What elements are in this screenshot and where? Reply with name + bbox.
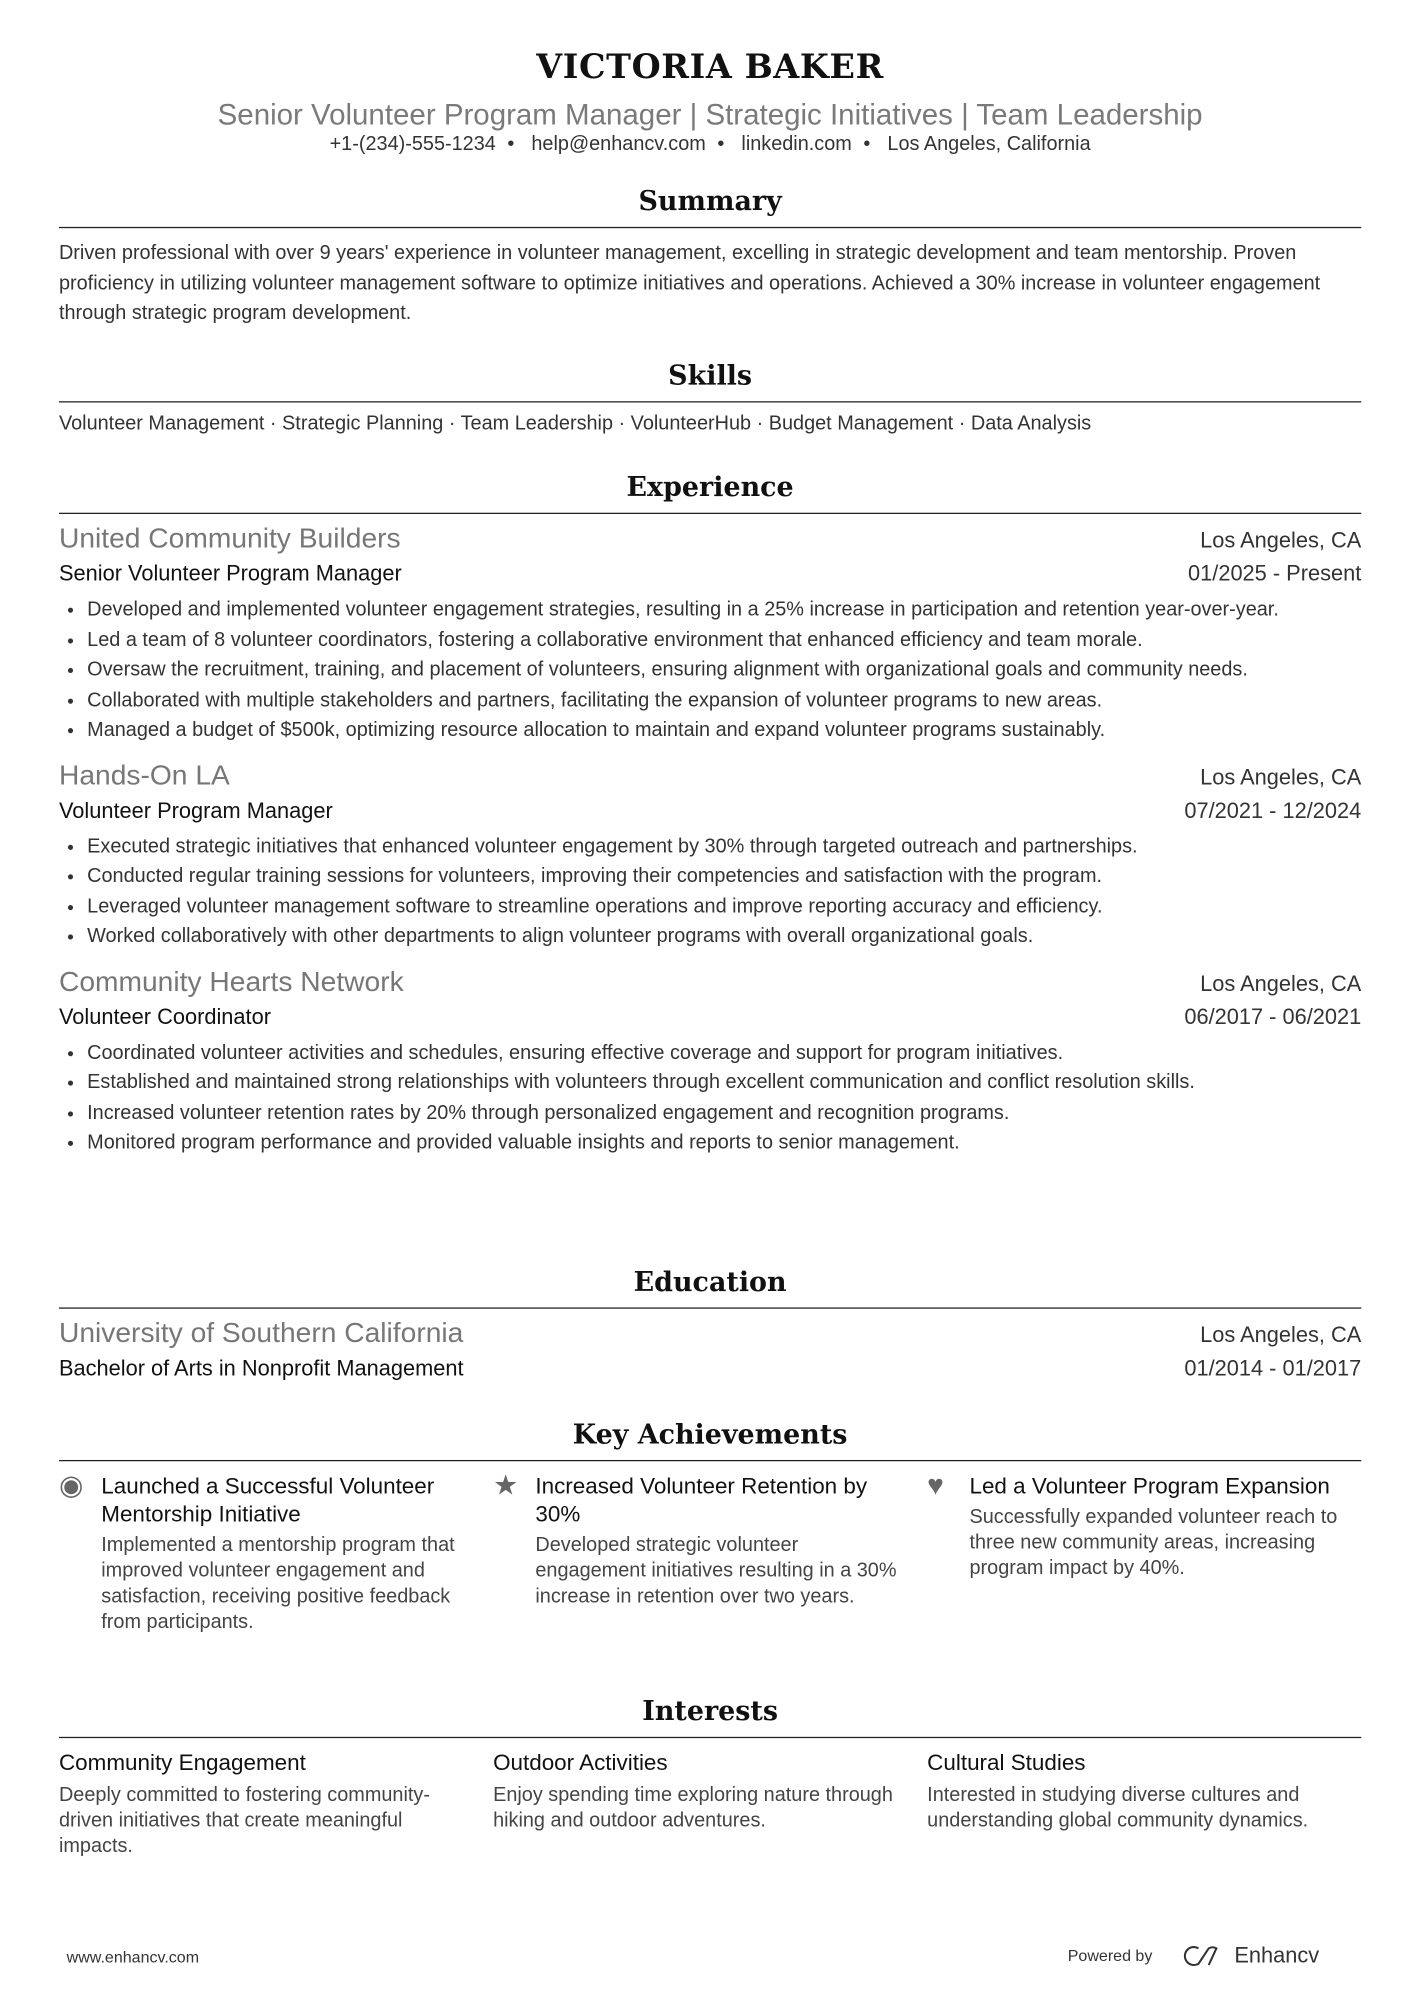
interest-description: Interested in studying diverse cultures and understanding global community dynamics. [927, 1784, 1309, 1832]
bullet-item: • Managed a budget of $500k, optimizing resource allocation to maintain and expand volunteer programs sustainably. [87, 715, 1361, 745]
achievement-item [927, 1468, 1361, 1636]
interest-description: Enjoy spending time exploring nature through hiking and outdoor adventures. [493, 1784, 893, 1832]
achievement-description: Successfully expanded volunteer reach to three new community areas, increasing program impact by 40%. [969, 1506, 1338, 1580]
achievement-title: Increased Volunteer Retention by 30% [535, 1472, 868, 1527]
achievement-title: Led a Volunteer Program Expansion [969, 1472, 1330, 1499]
powered-by-label: Powered by [1067, 1947, 1153, 1965]
bullet-item: • Oversaw the recruitment, training, and placement of volunteers, ensuring alignment with organizational goals and community needs. [87, 655, 1361, 685]
bullet-item: • Executed strategic initiatives that enhanced volunteer engagement by 30% through targeted outreach and partnerships. [87, 831, 1361, 861]
candidate-name: VICTORIA BAKER [536, 48, 884, 88]
job-dates: 07/2021 - 12/2024 [1184, 797, 1362, 823]
star-icon: ★ [493, 1468, 519, 1501]
interest-description: Deeply committed to fostering community-driven initiatives that create meaningful impacts. [58, 1784, 430, 1858]
skills-list: Volunteer Management · Strategic Planning · Team Leadership · VolunteerHub · Budget Management · Data Analysis [58, 412, 1092, 435]
brand-name: Enhancv [1234, 1943, 1320, 1968]
job-bullets [59, 831, 1361, 951]
lightbulb-head-icon: ◉ [58, 1468, 84, 1501]
phone: +1-(234)-555-1234 [329, 133, 496, 156]
education-dates: 01/2014 - 01/2017 [1184, 1356, 1362, 1381]
skills-section [59, 358, 1361, 439]
divider [59, 513, 1361, 514]
job-entry [59, 756, 1361, 952]
divider [59, 1307, 1361, 1308]
enhancv-logo-icon [1178, 1943, 1227, 1969]
heart-icon: ♥ [927, 1468, 944, 1501]
interest-item [927, 1748, 1361, 1860]
bullet-item: • Established and maintained strong relationships with volunteers through excellent communication and conflict resolution skills. [87, 1068, 1361, 1098]
experience-section [59, 469, 1361, 1168]
linkedin-link[interactable]: linkedin.com [741, 133, 852, 156]
email-link[interactable]: help@enhancv.com [531, 133, 706, 156]
headline: Senior Volunteer Program Manager | Strategic Initiatives | Team Leadership [217, 97, 1203, 131]
contact-info: +1-(234)-555-1234 • help@enhancv.com • linkedin.com • Los Angeles, California [329, 133, 1091, 156]
location: Los Angeles, California [887, 133, 1091, 156]
divider [59, 401, 1361, 402]
interest-title: Cultural Studies [927, 1749, 1086, 1776]
job-dates: 01/2025 - Present [1188, 561, 1362, 586]
job-location: Los Angeles, CA [1200, 764, 1362, 789]
interest-title: Community Engagement [58, 1749, 306, 1776]
job-location: Los Angeles, CA [1200, 528, 1362, 553]
achievement-description: Developed strategic volunteer engagement initiatives resulting in a 30% increase in retention over two years. [535, 1534, 897, 1608]
job-entry [59, 519, 1361, 745]
summary-text: Driven professional with over 9 years' experience in volunteer management, excelling in strategic development and team mentorship. Proven proficiency in utilizing volunteer management software to optimize initiatives and operations. Achieved a 30% increase in volunteer engagement through strategic program development. [58, 242, 1321, 325]
bullet-item: • Monitored program performance and provided valuable insights and reports to senior management. [87, 1128, 1361, 1158]
section-title: Key Achievements [572, 1417, 848, 1450]
school-location: Los Angeles, CA [1200, 1322, 1362, 1348]
achievement-item [493, 1468, 927, 1636]
interest-item [493, 1748, 927, 1860]
summary-section [59, 183, 1361, 328]
job-dates: 06/2017 - 06/2021 [1184, 1004, 1362, 1029]
interest-title: Outdoor Activities [493, 1749, 668, 1776]
section-title: Interests [642, 1694, 779, 1727]
achievement-description: Implemented a mentorship program that improved volunteer engagement and satisfaction, receiving positive feedback from participants. [101, 1534, 455, 1634]
section-title: Skills [668, 358, 753, 391]
job-entry [59, 962, 1361, 1158]
job-location: Los Angeles, CA [1200, 970, 1362, 996]
achievement-title: Launched a Successful Volunteer Mentorship Initiative [101, 1472, 435, 1527]
school-name: University of Southern California [58, 1316, 464, 1349]
bullet-item: • Coordinated volunteer activities and schedules, ensuring effective coverage and support for program initiatives. [87, 1038, 1361, 1068]
education-section [59, 1264, 1361, 1386]
company-name: Hands-On LA [58, 758, 230, 791]
job-bullets [59, 1038, 1361, 1158]
divider [59, 1460, 1361, 1461]
interests-section [59, 1693, 1361, 1860]
bullet-item: • Led a team of 8 volunteer coordinators, fostering a collaborative environment that enhanced efficiency and team morale. [87, 625, 1361, 655]
section-title: Summary [638, 184, 782, 217]
section-title: Education [633, 1265, 787, 1298]
bullet-item: • Collaborated with multiple stakeholders and partners, facilitating the expansion of volunteer programs to new areas. [87, 685, 1361, 715]
degree: Bachelor of Arts in Nonprofit Management [58, 1356, 464, 1381]
bullet-item: • Increased volunteer retention rates by 20% through personalized engagement and recognition programs. [87, 1098, 1361, 1128]
company-name: Community Hearts Network [58, 964, 404, 997]
interest-item [59, 1748, 493, 1860]
company-name: United Community Builders [58, 521, 401, 554]
powered-by [1068, 1943, 1319, 1969]
bullet-item: • Leveraged volunteer management software to streamline operations and improve reporting accuracy and efficiency. [87, 891, 1361, 921]
divider [59, 1737, 1361, 1738]
bullet-item: • Conducted regular training sessions for volunteers, improving their competencies and satisfaction with the program. [87, 861, 1361, 891]
job-title: Volunteer Coordinator [58, 1004, 271, 1029]
job-title: Senior Volunteer Program Manager [58, 561, 402, 586]
job-bullets [59, 595, 1361, 746]
achievements-section [59, 1416, 1361, 1635]
achievement-item [58, 1468, 493, 1636]
divider [59, 227, 1361, 228]
job-title: Volunteer Program Manager [58, 797, 333, 823]
section-title: Experience [626, 470, 794, 503]
bullet-item: • Worked collaboratively with other departments to align volunteer programs with overall organizational goals. [87, 922, 1361, 952]
bullet-item: • Developed and implemented volunteer engagement strategies, resulting in a 25% increase in participation and retention year-over-year. [87, 595, 1361, 625]
website-link[interactable]: www.enhancv.com [66, 1948, 200, 1967]
